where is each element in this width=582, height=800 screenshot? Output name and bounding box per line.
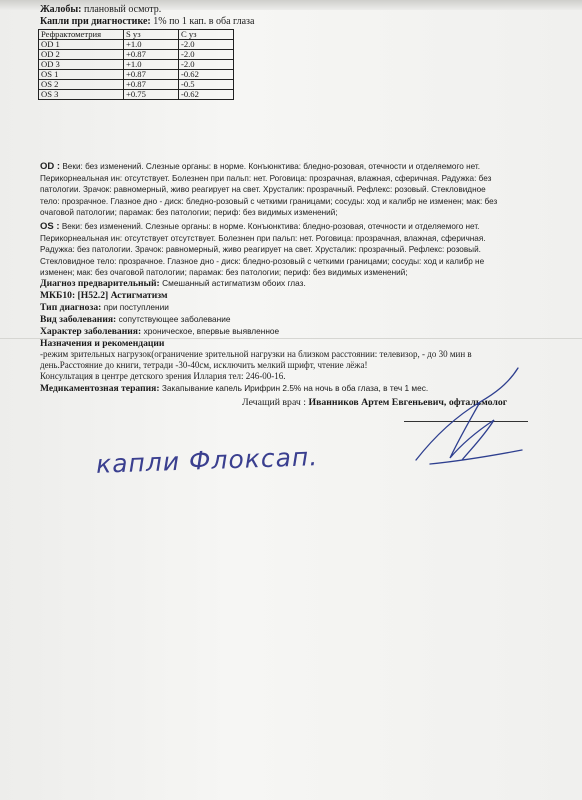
drops-value: 1% по 1 кап. в оба глаза	[153, 16, 255, 27]
drops-line	[40, 16, 254, 27]
os-line: изменен; мак: без очаговой патологии; парамак: без патологии; периф: без видимых изменений;	[40, 268, 408, 278]
mkb-label: МКБ10: [H52.2] Астигматизм	[40, 290, 168, 301]
complaints-label: Жалобы:	[40, 4, 82, 15]
recs-label: Назначения и рекомендации	[40, 338, 165, 349]
os-line: Радужка: без патологии. Зрачок: равномерный, живо реагирует на свет. Хрусталик: прозрачный. Рефлекс: розовый.	[40, 245, 481, 255]
table-row	[39, 70, 234, 80]
table-cell: -0.5	[179, 80, 234, 90]
os-label: OS :	[40, 221, 60, 232]
recs-heading	[40, 338, 164, 349]
disease-nature-label: Характер заболевания:	[40, 326, 142, 337]
disease-kind-line	[40, 314, 230, 325]
table-header-row	[39, 30, 234, 40]
os-line: OS : Веки: без изменений. Слезные органы: в норме. Конъюнктива: бледно-розовая, отечности и отделяемого нет.	[40, 221, 480, 232]
table-row	[39, 60, 234, 70]
table-cell: OD 1	[39, 40, 124, 50]
therapy-line	[40, 383, 428, 394]
diag-type-value: при поступлении	[103, 302, 169, 312]
prelim-diag-value: Смешанный астигматизм обоих глаз.	[162, 278, 306, 288]
table-cell: -2.0	[179, 50, 234, 60]
diag-type-line	[40, 302, 169, 313]
od-line: тело: прозрачное. Глазное дно - диск: бледно-розовый с четкими границами; сосуды: ход и калибр не изменен; мак: без	[40, 196, 498, 206]
prelim-diag-label: Диагноз предварительный:	[40, 278, 160, 289]
table-cell: -0.62	[179, 70, 234, 80]
table-cell: -2.0	[179, 60, 234, 70]
recs-line: Консультация в центре детского зрения Иллария тел: 246-00-16.	[40, 371, 286, 381]
table-cell: +0.87	[124, 50, 179, 60]
table-row	[39, 80, 234, 90]
drops-label: Капли при диагностике:	[40, 16, 151, 27]
od-exam	[40, 161, 538, 219]
recs-line: -режим зрительных нагрузок(ограничение зрительной нагрузки на близком расстоянии: телевизор, - до 30 мин в	[40, 349, 472, 359]
table-cell: OS 1	[39, 70, 124, 80]
mkb-line	[40, 290, 168, 301]
disease-nature-value: хроническое, впервые выявленное	[143, 326, 280, 336]
od-line: Перикорнеальная ин: отсутствует. Болезнен при пальп: нет. Роговица: прозрачная, влажная, сферичная. Радужка: без	[40, 173, 492, 183]
od-line: очаговой патологии; парамак: без патологии; периф: без видимых изменений;	[40, 208, 338, 218]
table-cell: OS 2	[39, 80, 124, 90]
table-cell: +0.87	[124, 70, 179, 80]
header-cell: S уз	[124, 30, 179, 40]
signature	[410, 362, 530, 472]
recs-line: день.Расстояние до книги, тетради -30-40см, исключить мелкий шрифт, чтение лёжа!	[40, 360, 368, 370]
therapy-value: Закапывание капель Ирифрин 2.5% на ночь в оба глаза, в теч 1 мес.	[161, 383, 429, 393]
diag-type-label: Тип диагноза:	[40, 302, 102, 313]
table-cell: +1.0	[124, 60, 179, 70]
complaints-line	[40, 4, 161, 15]
prelim-diag-line	[40, 278, 306, 289]
os-line: Стекловидное тело: прозрачное. Глазное дно - диск: бледно-розовый с четкими границами; сосуды: ход и калибр не	[40, 256, 485, 266]
od-line: OD : Веки: без изменений. Слезные органы: в норме. Конъюнктива: бледно-розовая, отечности и отделяемого нет.	[40, 161, 480, 172]
header-cell: C уз	[179, 30, 234, 40]
refraction-table	[38, 29, 234, 100]
table-row	[39, 40, 234, 50]
table-cell: OD 2	[39, 50, 124, 60]
table-cell: OD 3	[39, 60, 124, 70]
doctor-label: Лечащий врач :	[242, 397, 307, 408]
table-cell: -0.62	[179, 90, 234, 100]
header-cell: Рефрактометрия	[39, 30, 124, 40]
disease-kind-label: Вид заболевания:	[40, 314, 117, 325]
disease-kind-value: сопутствующее заболевание	[118, 314, 231, 324]
od-line: патологии. Зрачок: равномерный, живо реагирует на свет. Хрусталик: прозрачный. Рефлекс: розовый. Стекловидное	[40, 185, 486, 195]
os-line: Перикорнеальная ин: отсутствует отсутствует. Болезнен при пальп: нет. Роговица: прозрачная, влажная, сферичная.	[40, 233, 486, 243]
table-cell: +1.0	[124, 40, 179, 50]
od-label: OD :	[40, 161, 61, 172]
handwritten-note: капли Флоксап.	[95, 442, 319, 479]
disease-nature-line	[40, 326, 279, 337]
table-cell: +0.75	[124, 90, 179, 100]
table-row	[39, 50, 234, 60]
therapy-label: Медикаментозная терапия:	[40, 383, 160, 394]
table-row	[39, 90, 234, 100]
table-cell: OS 3	[39, 90, 124, 100]
doctor-name: Иванников Артем Евгеньевич, офтальмолог	[308, 397, 508, 408]
table-cell: +0.87	[124, 80, 179, 90]
table-cell: -2.0	[179, 40, 234, 50]
os-exam	[40, 221, 538, 279]
complaints-value: плановый осмотр.	[83, 4, 162, 15]
